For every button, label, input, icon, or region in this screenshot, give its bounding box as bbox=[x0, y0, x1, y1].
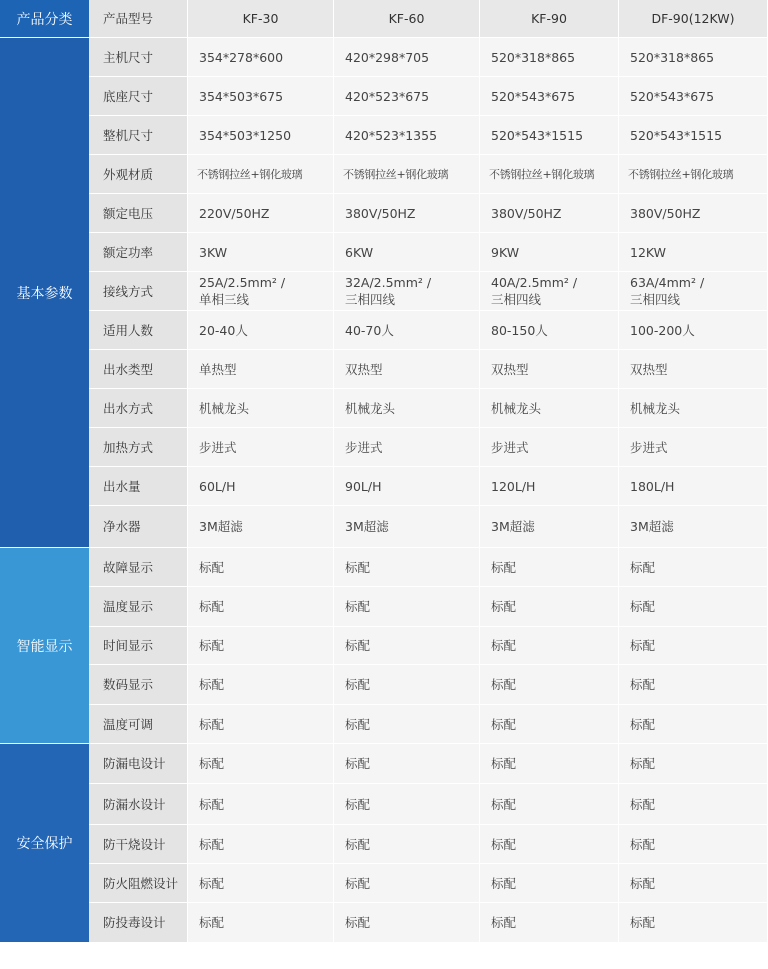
spec-value: 不锈钢拉丝+钢化玻璃 bbox=[334, 155, 480, 194]
spec-value: 标配 bbox=[334, 665, 480, 705]
spec-value: 标配 bbox=[480, 744, 619, 784]
spec-value-line: 32A/2.5mm² / bbox=[345, 275, 432, 290]
category-header: 产品分类 bbox=[0, 0, 89, 38]
spec-value: 步进式 bbox=[334, 428, 480, 467]
spec-value: 标配 bbox=[480, 784, 619, 825]
row-label: 加热方式 bbox=[89, 428, 188, 467]
spec-value: 双热型 bbox=[480, 350, 619, 389]
row-label: 净水器 bbox=[89, 506, 188, 548]
spec-value: 标配 bbox=[188, 825, 334, 864]
spec-value: 标配 bbox=[619, 784, 768, 825]
spec-value: 90L/H bbox=[334, 467, 480, 506]
spec-value: 标配 bbox=[188, 587, 334, 627]
spec-value: 标配 bbox=[480, 903, 619, 943]
category-basic-params: 基本参数 bbox=[0, 38, 89, 548]
spec-value: 标配 bbox=[334, 825, 480, 864]
spec-value: 380V/50HZ bbox=[480, 194, 619, 233]
spec-value: 520*543*675 bbox=[619, 77, 768, 116]
spec-value: 单热型 bbox=[188, 350, 334, 389]
spec-value-line: 63A/4mm² / bbox=[630, 275, 705, 290]
model-header-kf60: KF-60 bbox=[334, 0, 480, 38]
spec-value: 标配 bbox=[188, 548, 334, 587]
spec-value: 220V/50HZ bbox=[188, 194, 334, 233]
spec-value: 3KW bbox=[188, 233, 334, 272]
spec-value: 标配 bbox=[480, 548, 619, 587]
spec-value: 标配 bbox=[619, 548, 768, 587]
spec-value: 354*503*675 bbox=[188, 77, 334, 116]
spec-value: 80-150人 bbox=[480, 311, 619, 350]
spec-value: 标配 bbox=[188, 784, 334, 825]
spec-value: 标配 bbox=[619, 587, 768, 627]
spec-value: 双热型 bbox=[619, 350, 768, 389]
spec-value: 3M超滤 bbox=[619, 506, 768, 548]
spec-value: 标配 bbox=[188, 627, 334, 665]
spec-value: 标配 bbox=[334, 784, 480, 825]
row-label: 外观材质 bbox=[89, 155, 188, 194]
spec-value: 机械龙头 bbox=[188, 389, 334, 428]
spec-value: 不锈钢拉丝+钢化玻璃 bbox=[619, 155, 768, 194]
spec-value: 520*543*675 bbox=[480, 77, 619, 116]
spec-value bbox=[188, 272, 334, 311]
spec-value: 520*543*1515 bbox=[480, 116, 619, 155]
category-safety-protection: 安全保护 bbox=[0, 744, 89, 943]
spec-value: 不锈钢拉丝+钢化玻璃 bbox=[188, 155, 334, 194]
spec-value bbox=[619, 272, 768, 311]
row-label: 额定电压 bbox=[89, 194, 188, 233]
spec-value: 100-200人 bbox=[619, 311, 768, 350]
spec-value: 机械龙头 bbox=[334, 389, 480, 428]
spec-value: 354*503*1250 bbox=[188, 116, 334, 155]
row-label: 防火阻燃设计 bbox=[89, 864, 188, 903]
spec-value: 6KW bbox=[334, 233, 480, 272]
spec-value: 标配 bbox=[188, 864, 334, 903]
spec-value: 步进式 bbox=[480, 428, 619, 467]
spec-value: 标配 bbox=[619, 705, 768, 744]
spec-value: 标配 bbox=[188, 665, 334, 705]
spec-value: 3M超滤 bbox=[480, 506, 619, 548]
spec-value: 420*523*1355 bbox=[334, 116, 480, 155]
row-label: 适用人数 bbox=[89, 311, 188, 350]
spec-value: 机械龙头 bbox=[480, 389, 619, 428]
spec-value: 520*318*865 bbox=[619, 38, 768, 77]
spec-value: 双热型 bbox=[334, 350, 480, 389]
row-label: 主机尺寸 bbox=[89, 38, 188, 77]
spec-value-line: 40A/2.5mm² / bbox=[491, 275, 578, 290]
spec-value: 标配 bbox=[619, 825, 768, 864]
spec-value: 180L/H bbox=[619, 467, 768, 506]
spec-value: 60L/H bbox=[188, 467, 334, 506]
spec-value: 标配 bbox=[619, 627, 768, 665]
row-label: 故障显示 bbox=[89, 548, 188, 587]
spec-value: 标配 bbox=[619, 665, 768, 705]
row-label: 接线方式 bbox=[89, 272, 188, 311]
row-label: 整机尺寸 bbox=[89, 116, 188, 155]
spec-value: 120L/H bbox=[480, 467, 619, 506]
category-smart-display: 智能显示 bbox=[0, 548, 89, 744]
model-header-df90: DF-90(12KW) bbox=[619, 0, 768, 38]
spec-value: 标配 bbox=[480, 825, 619, 864]
spec-value-line: 25A/2.5mm² / bbox=[199, 275, 286, 290]
row-label: 防干烧设计 bbox=[89, 825, 188, 864]
spec-value: 不锈钢拉丝+钢化玻璃 bbox=[480, 155, 619, 194]
row-label: 防漏水设计 bbox=[89, 784, 188, 825]
row-label: 额定功率 bbox=[89, 233, 188, 272]
spec-value: 标配 bbox=[188, 705, 334, 744]
spec-value-line: 单相三线 bbox=[199, 292, 250, 307]
model-header-kf90: KF-90 bbox=[480, 0, 619, 38]
spec-value: 机械龙头 bbox=[619, 389, 768, 428]
spec-value: 标配 bbox=[334, 864, 480, 903]
spec-value: 标配 bbox=[619, 864, 768, 903]
spec-value: 标配 bbox=[188, 903, 334, 943]
spec-value: 标配 bbox=[188, 744, 334, 784]
spec-value: 3M超滤 bbox=[334, 506, 480, 548]
spec-value: 标配 bbox=[334, 705, 480, 744]
row-label: 出水类型 bbox=[89, 350, 188, 389]
row-label: 温度显示 bbox=[89, 587, 188, 627]
row-label: 防漏电设计 bbox=[89, 744, 188, 784]
spec-value: 420*298*705 bbox=[334, 38, 480, 77]
spec-value: 标配 bbox=[480, 587, 619, 627]
spec-value: 3M超滤 bbox=[188, 506, 334, 548]
row-label: 底座尺寸 bbox=[89, 77, 188, 116]
spec-value: 标配 bbox=[480, 705, 619, 744]
spec-value: 标配 bbox=[334, 548, 480, 587]
model-header-kf30: KF-30 bbox=[188, 0, 334, 38]
spec-value: 标配 bbox=[619, 744, 768, 784]
spec-value: 420*523*675 bbox=[334, 77, 480, 116]
spec-value: 步进式 bbox=[188, 428, 334, 467]
spec-value: 标配 bbox=[480, 864, 619, 903]
spec-value bbox=[334, 272, 480, 311]
spec-value: 520*543*1515 bbox=[619, 116, 768, 155]
spec-value: 标配 bbox=[480, 665, 619, 705]
spec-value: 标配 bbox=[334, 903, 480, 943]
spec-value bbox=[480, 272, 619, 311]
spec-value: 标配 bbox=[334, 744, 480, 784]
spec-value-line: 三相四线 bbox=[630, 292, 681, 307]
spec-value: 标配 bbox=[334, 627, 480, 665]
spec-value: 20-40人 bbox=[188, 311, 334, 350]
spec-value: 标配 bbox=[619, 903, 768, 943]
row-label: 数码显示 bbox=[89, 665, 188, 705]
spec-value: 标配 bbox=[480, 627, 619, 665]
spec-value: 354*278*600 bbox=[188, 38, 334, 77]
spec-value: 380V/50HZ bbox=[619, 194, 768, 233]
spec-value: 标配 bbox=[334, 587, 480, 627]
row-label: 出水方式 bbox=[89, 389, 188, 428]
spec-value: 520*318*865 bbox=[480, 38, 619, 77]
spec-value-line: 三相四线 bbox=[345, 292, 396, 307]
spec-value-line: 三相四线 bbox=[491, 292, 542, 307]
row-label: 出水量 bbox=[89, 467, 188, 506]
row-label: 温度可调 bbox=[89, 705, 188, 744]
spec-value: 40-70人 bbox=[334, 311, 480, 350]
row-label: 时间显示 bbox=[89, 627, 188, 665]
model-header-label: 产品型号 bbox=[89, 0, 188, 38]
spec-value: 9KW bbox=[480, 233, 619, 272]
spec-value: 步进式 bbox=[619, 428, 768, 467]
spec-value: 12KW bbox=[619, 233, 768, 272]
row-label: 防投毒设计 bbox=[89, 903, 188, 943]
spec-value: 380V/50HZ bbox=[334, 194, 480, 233]
